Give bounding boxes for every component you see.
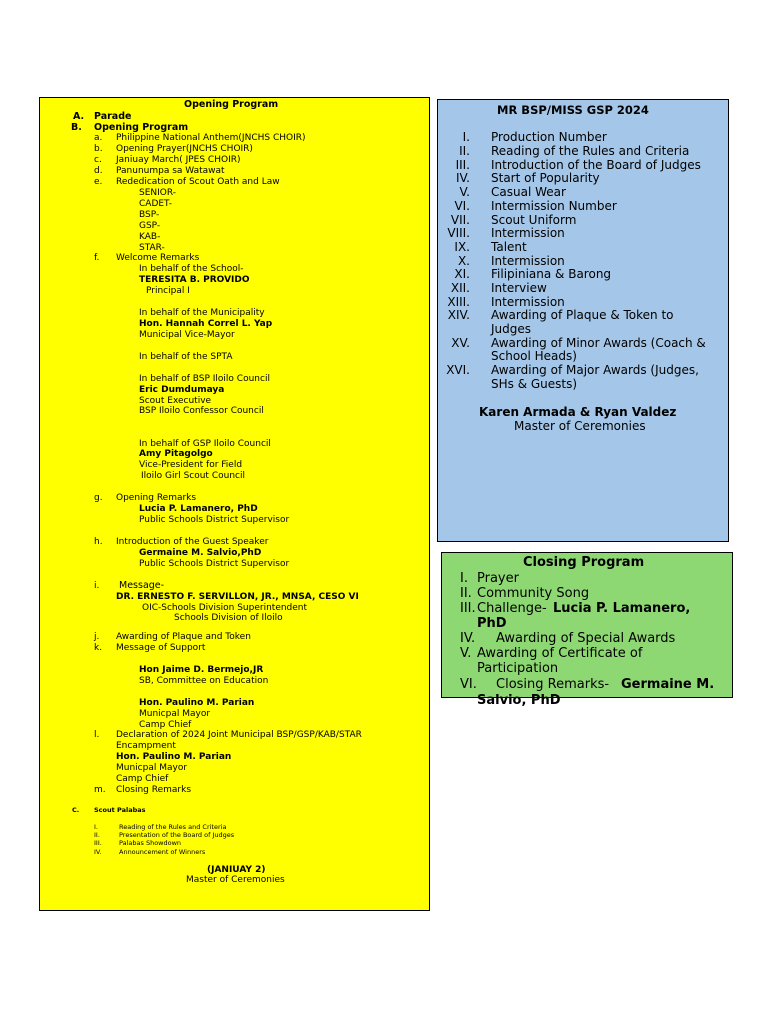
section-b-text: Opening Program bbox=[94, 122, 189, 133]
item-marker: e. bbox=[94, 177, 103, 187]
speaker-role: Principal I bbox=[146, 286, 190, 296]
closing-item-text: Closing Remarks- bbox=[496, 677, 610, 692]
item-marker: k. bbox=[94, 643, 103, 653]
closing-item-number: IV. bbox=[460, 631, 476, 646]
item-marker: c. bbox=[94, 155, 102, 165]
item-marker: h. bbox=[94, 537, 103, 547]
bsp-item-text: Intermission bbox=[491, 254, 565, 268]
item-marker: l. bbox=[94, 730, 100, 740]
item-text: Declaration of 2024 Joint Municipal BSP/GSP/KAB/STAR bbox=[116, 730, 362, 740]
bsp-item-text: Awarding of Major Awards (Judges, bbox=[491, 363, 699, 377]
oath-group: KAB- bbox=[139, 232, 161, 242]
bsp-item-number: VIII. bbox=[447, 226, 470, 240]
footer-emcee-role: Master of Ceremonies bbox=[186, 875, 285, 885]
speaker-name: Germaine M. Salvio,PhD bbox=[139, 548, 262, 558]
bsp-item-number: X. bbox=[457, 254, 470, 268]
speaker-role: Iloilo Girl Scout Council bbox=[141, 471, 245, 481]
item-text: Opening Prayer(JNCHS CHOIR) bbox=[116, 144, 253, 154]
closing-item-speaker-cont: PhD bbox=[477, 616, 507, 631]
speaker-name: Hon. Hannah Correl L. Yap bbox=[139, 319, 273, 329]
oath-group: SENIOR- bbox=[139, 188, 177, 198]
bsp-item-number: VII. bbox=[450, 213, 470, 227]
speaker-name: Eric Dumdumaya bbox=[139, 385, 225, 395]
speaker-name: Lucia P. Lamanero, PhD bbox=[139, 504, 258, 514]
section-c-text: Scout Palabas bbox=[94, 806, 146, 814]
item-text: Awarding of Plaque and Token bbox=[116, 632, 251, 642]
oath-group: STAR- bbox=[139, 243, 165, 253]
closing-item-text: Community Song bbox=[477, 586, 590, 601]
closing-item-speaker: Lucia P. Lamanero, bbox=[553, 601, 691, 616]
palabas-item: Presentation of the Board of Judges bbox=[119, 831, 235, 839]
speaker-role: Municipal Vice-Mayor bbox=[139, 330, 235, 340]
palabas-item: Announcement of Winners bbox=[119, 848, 206, 856]
bsp-emcee-names: Karen Armada & Ryan Valdez bbox=[479, 405, 677, 419]
palabas-marker: IV. bbox=[94, 848, 102, 856]
item-text: Opening Remarks bbox=[116, 493, 197, 503]
bsp-item-number: IV. bbox=[455, 171, 470, 185]
section-a-text: Parade bbox=[94, 111, 132, 122]
item-text: Encampment bbox=[116, 741, 176, 751]
guest-speaker-name: DR. ERNESTO F. SERVILLON, JR., MNSA, CESO VI bbox=[116, 592, 359, 602]
item-marker: m. bbox=[94, 785, 106, 795]
speaker-role: Public Schools District Supervisor bbox=[139, 515, 290, 525]
behalf-text: In behalf of the School- bbox=[139, 264, 244, 274]
bsp-item-text: Start of Popularity bbox=[491, 171, 600, 185]
bsp-item-text-cont: School Heads) bbox=[491, 349, 577, 363]
palabas-item: Palabas Showdown bbox=[119, 839, 182, 847]
bsp-item-number: III. bbox=[455, 158, 470, 172]
closing-item-number: V. bbox=[460, 646, 472, 661]
item-marker: a. bbox=[94, 133, 103, 143]
footer-emcee-name: (JANIUAY 2) bbox=[207, 865, 266, 875]
bsp-item-text: Production Number bbox=[491, 130, 607, 144]
speaker-role: Municpal Mayor bbox=[116, 763, 188, 773]
bsp-emcee-role: Master of Ceremonies bbox=[514, 419, 646, 433]
speaker-role: Camp Chief bbox=[139, 720, 192, 730]
opening-program-title: Opening Program bbox=[184, 99, 279, 110]
bsp-item-number: VI. bbox=[454, 199, 470, 213]
item-marker: b. bbox=[94, 144, 103, 154]
speaker-role: Scout Executive bbox=[139, 396, 212, 406]
bsp-item-text: Intermission bbox=[491, 226, 565, 240]
oath-group: BSP- bbox=[139, 210, 160, 220]
speaker-role: SB, Committee on Education bbox=[139, 676, 269, 686]
palabas-marker: III. bbox=[94, 839, 102, 847]
bsp-item-number: XII. bbox=[450, 281, 470, 295]
item-text: Introduction of the Guest Speaker bbox=[116, 537, 269, 547]
item-text: Philippine National Anthem(JNCHS CHOIR) bbox=[116, 133, 306, 143]
closing-item-number: VI. bbox=[460, 677, 477, 692]
bsp-gsp-title: MR BSP/MISS GSP 2024 bbox=[497, 103, 649, 117]
bsp-item-text-cont: SHs & Guests) bbox=[491, 377, 578, 391]
bsp-item-number: XIII. bbox=[447, 295, 470, 309]
speaker-name: Hon. Paulino M. Parian bbox=[139, 698, 255, 708]
bsp-item-text: Filipiniana & Barong bbox=[491, 267, 612, 281]
closing-item-text: Challenge- bbox=[477, 601, 547, 616]
speaker-role: Schools Division of Iloilo bbox=[174, 613, 283, 623]
item-marker: d. bbox=[94, 166, 103, 176]
bsp-item-text: Casual Wear bbox=[491, 185, 566, 199]
bsp-item-text: Introduction of the Board of Judges bbox=[491, 158, 701, 172]
speaker-role: Public Schools District Supervisor bbox=[139, 559, 290, 569]
speaker-role: Municpal Mayor bbox=[139, 709, 211, 719]
speaker-role: Vice-President for Field bbox=[139, 460, 243, 470]
bsp-item-number: XIV. bbox=[447, 308, 470, 322]
closing-item-text: Prayer bbox=[477, 571, 519, 586]
closing-item-text: Awarding of Special Awards bbox=[496, 631, 676, 646]
bsp-item-text: Scout Uniform bbox=[491, 213, 577, 227]
bsp-item-text-cont: Judges bbox=[491, 322, 532, 336]
item-text: Message- bbox=[119, 580, 165, 591]
bsp-item-text: Interview bbox=[491, 281, 547, 295]
item-marker: i. bbox=[94, 581, 100, 591]
bsp-item-number: V. bbox=[459, 185, 470, 199]
closing-item-number: III. bbox=[460, 601, 476, 616]
closing-item-number: II. bbox=[460, 586, 472, 601]
item-marker: g. bbox=[94, 493, 103, 503]
closing-item-text-cont: Participation bbox=[477, 661, 559, 676]
closing-item-speaker: Germaine M. bbox=[621, 677, 715, 692]
item-text: Rededication of Scout Oath and Law bbox=[116, 177, 280, 187]
item-marker: j. bbox=[94, 632, 100, 642]
behalf-text: In behalf of the Municipality bbox=[139, 308, 265, 318]
bsp-item-text: Awarding of Minor Awards (Coach & bbox=[491, 336, 706, 350]
speaker-role: Camp Chief bbox=[116, 774, 169, 784]
closing-program-title: Closing Program bbox=[523, 555, 645, 570]
speaker-name: Amy Pitagolgo bbox=[139, 449, 213, 459]
bsp-item-text: Intermission bbox=[491, 295, 565, 309]
item-text: Message of Support bbox=[116, 643, 206, 653]
oath-group: CADET- bbox=[139, 199, 172, 209]
closing-item-text: Awarding of Certificate of bbox=[477, 646, 643, 661]
speaker-name: Hon Jaime D. Bermejo,JR bbox=[139, 665, 264, 675]
item-text: Janiuay March( JPES CHOIR) bbox=[116, 155, 241, 165]
oath-group: GSP- bbox=[139, 221, 161, 231]
bsp-item-number: I. bbox=[462, 130, 470, 144]
section-c-label: C. bbox=[72, 806, 80, 814]
bsp-item-text: Talent bbox=[491, 240, 527, 254]
bsp-item-number: II. bbox=[459, 144, 470, 158]
section-b-label: B. bbox=[71, 122, 82, 133]
closing-program-panel bbox=[441, 552, 733, 708]
palabas-marker: II. bbox=[94, 831, 100, 839]
bsp-item-text: Intermission Number bbox=[491, 199, 617, 213]
behalf-text: In behalf of GSP Iloilo Council bbox=[139, 439, 271, 449]
bsp-item-number: XVI. bbox=[446, 363, 470, 377]
palabas-item: Reading of the Rules and Criteria bbox=[119, 823, 227, 831]
item-text: Panunumpa sa Watawat bbox=[116, 166, 225, 176]
bsp-item-number: XI. bbox=[454, 267, 470, 281]
bsp-item-text: Awarding of Plaque & Token to bbox=[491, 308, 674, 322]
bsp-item-number: XV. bbox=[451, 336, 470, 350]
palabas-marker: I. bbox=[94, 823, 98, 831]
behalf-text: In behalf of BSP Iloilo Council bbox=[139, 374, 270, 384]
section-a-label: A. bbox=[73, 111, 85, 122]
closing-item-speaker-cut: Salvio, PhD bbox=[477, 693, 561, 708]
behalf-text: In behalf of the SPTA bbox=[139, 352, 233, 362]
speaker-name: TERESITA B. PROVIDO bbox=[139, 275, 250, 285]
speaker-name: Hon. Paulino M. Parian bbox=[116, 752, 232, 762]
speaker-role: OIC-Schools Division Superintendent bbox=[142, 603, 308, 613]
speaker-role: BSP Iloilo Confessor Council bbox=[139, 406, 264, 416]
closing-item-number: I. bbox=[460, 571, 468, 586]
item-text: Closing Remarks bbox=[116, 785, 192, 795]
bsp-item-text: Reading of the Rules and Criteria bbox=[491, 144, 690, 158]
item-marker: f. bbox=[94, 253, 100, 263]
item-text: Welcome Remarks bbox=[116, 253, 200, 263]
bsp-item-number: IX. bbox=[454, 240, 470, 254]
